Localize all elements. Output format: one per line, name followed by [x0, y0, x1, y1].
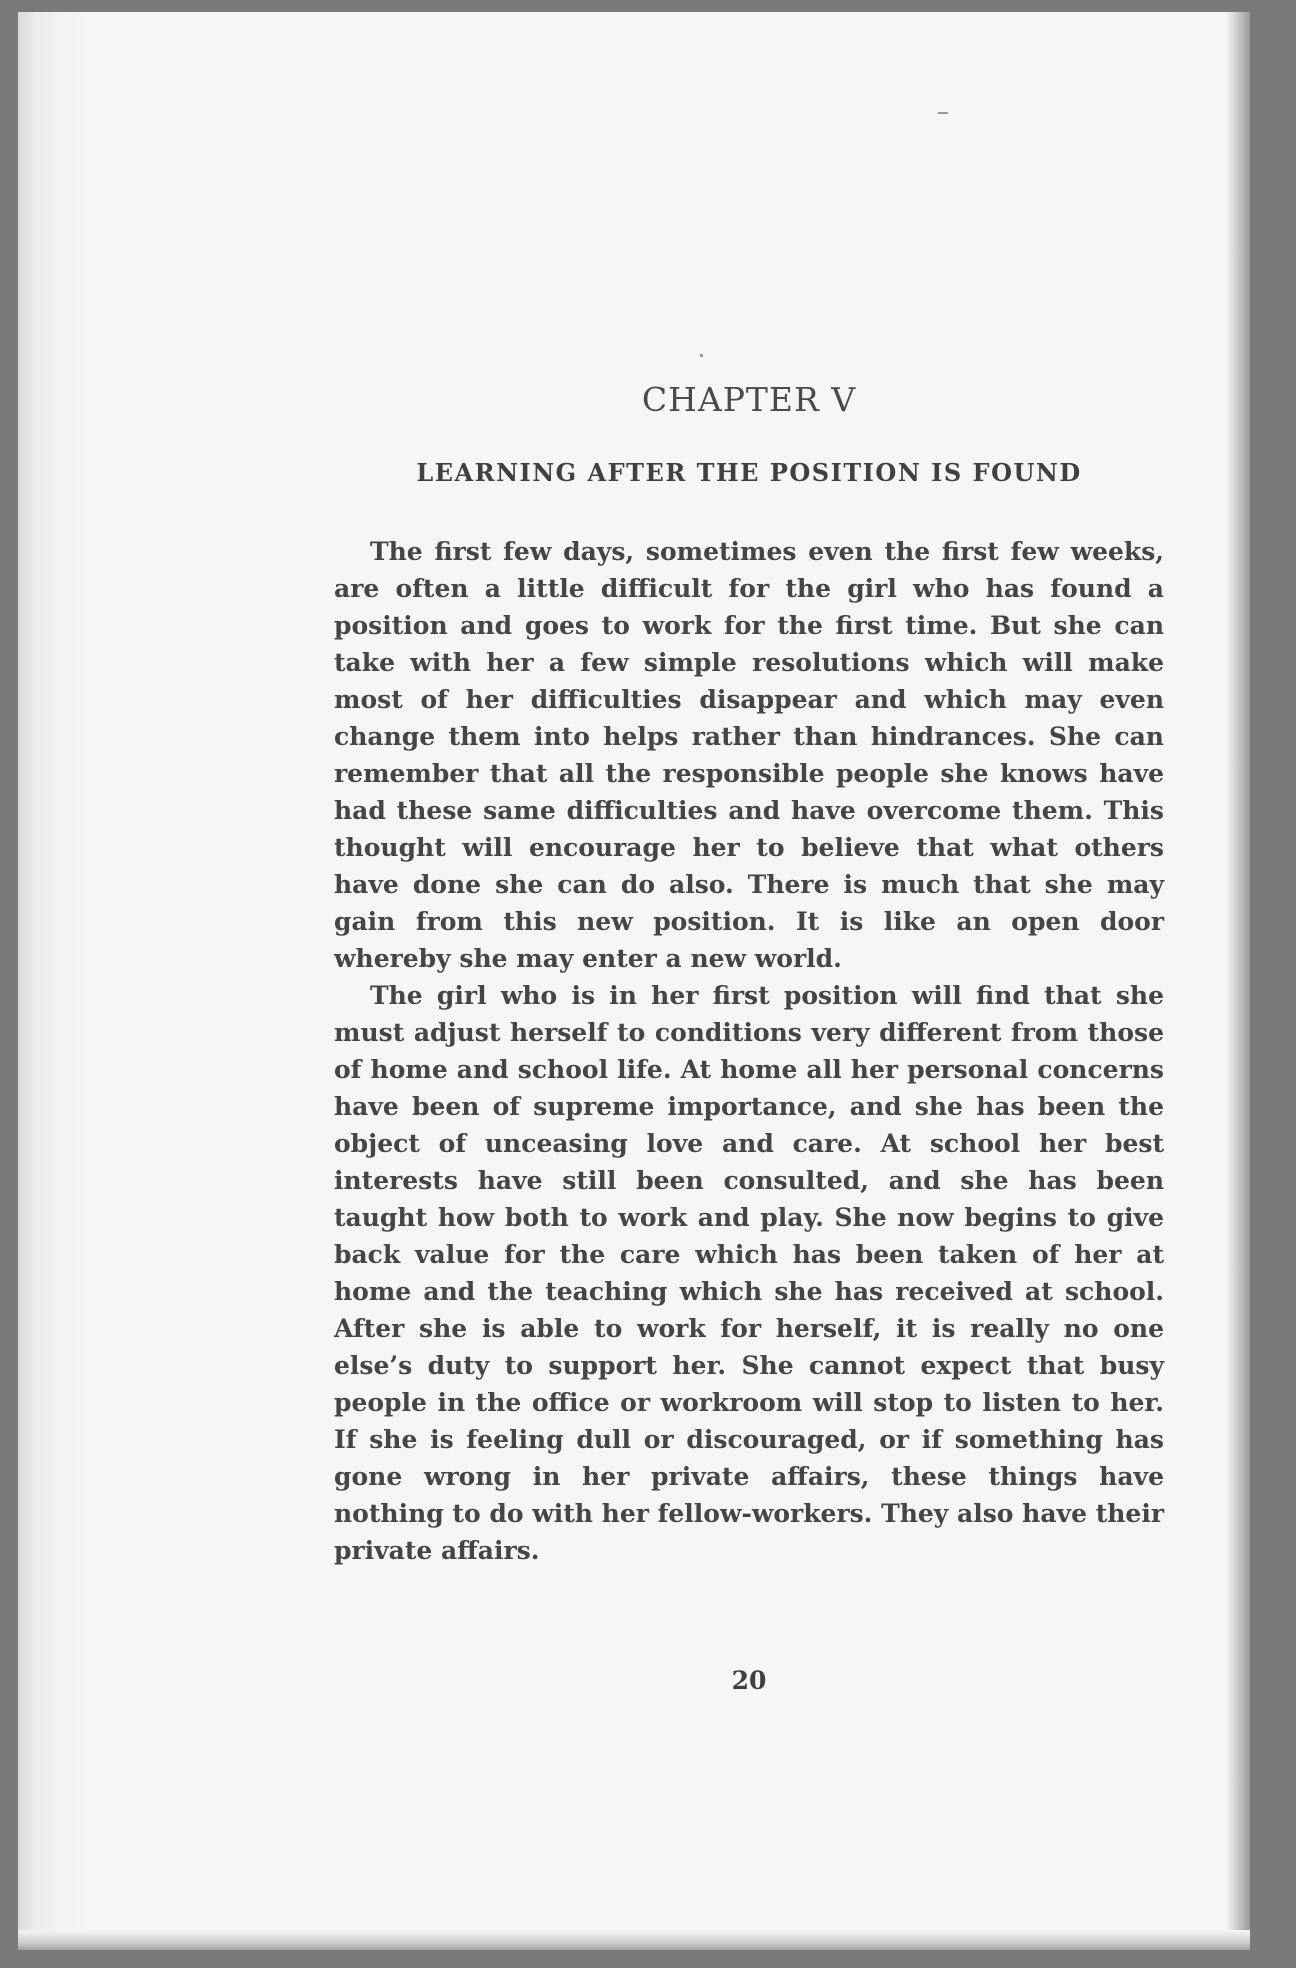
paragraph: The first few days, sometimes even the first few weeks, are often a little difficult for the girl who has found a position and goes to work for the first time. But she can take with her a few simple resolutions which will make most of her difficulties disappear and which may even change them into helps rather than hindrances. She can remember that all the responsible people she knows have had these same difficulties and have overcome them. This thought will encourage her to believe that what others have done she can do also. There is much that she may gain from this new position. It is like an open door whereby she may enter a new world.: [334, 537, 1164, 973]
scan-speck: [938, 112, 948, 114]
chapter-number: CHAPTER V: [641, 380, 857, 419]
page-fore-edge: [1226, 12, 1250, 1950]
paragraph: The girl who is in her first position will find that she must adjust herself to conditions very different from those of home and school life. At home all her personal concerns have been of supreme importance, and she has been the object of unceasing love and care. At school her best interests have still been consulted, and she has been taught how both to work and play. She now begins to give back value for the care which has been taken of her at home and the teaching which she has received at school. After she is able to work for herself, it is really no one else’s duty to support her. She cannot expect that busy people in the office or workroom will stop to listen to her. If she is feeling dull or discouraged, or if something has gone wrong in her private affairs, these things have nothing to do with her fellow-workers. They also have their private affairs.: [334, 981, 1164, 1565]
page-number: 20: [731, 1666, 767, 1695]
page-bottom-edge: [18, 1930, 1250, 1950]
chapter-title: LEARNING AFTER THE POSITION IS FOUND: [416, 458, 1082, 487]
body-text: [334, 533, 1164, 1569]
page-binding-edge: [18, 12, 88, 1950]
scan-speck: [700, 354, 703, 357]
